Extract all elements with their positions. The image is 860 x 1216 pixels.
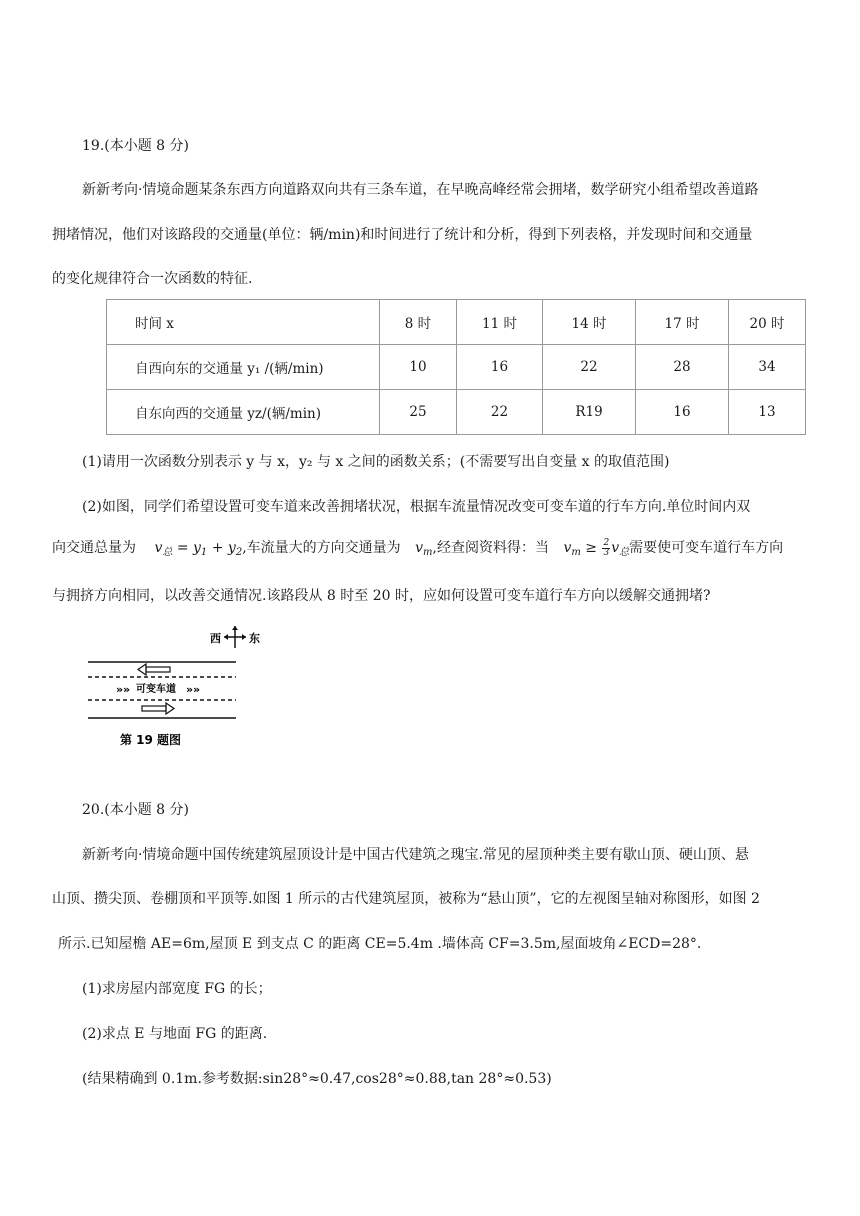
q20-heading: 20.(本小题 8 分) — [82, 802, 189, 818]
q20-line3: 所示.已知屋檐 AE=6m,屋顶 E 到支点 C 的距离 CE=5.4m .墙体高 CF=3.5m,屋面坡角∠ECD=28°. — [58, 936, 702, 952]
svg-text:»: » — [186, 683, 194, 696]
text-segment: 向交通总量为 — [52, 540, 136, 556]
table-cell: 16 — [636, 390, 729, 435]
table-header-cell: 17 时 — [636, 300, 729, 345]
text-segment: ,经查阅资料得：当 — [432, 540, 549, 556]
q20-part1: (1)求房屋内部宽度 FG 的长； — [82, 981, 272, 997]
table-row — [107, 390, 806, 435]
arrow-right-icon — [242, 634, 246, 640]
table-cell: 22 — [543, 345, 636, 390]
eastbound-arrow-icon — [142, 703, 174, 714]
table-header-row — [107, 300, 806, 345]
formula-v-total: $v_总 = y_1 + y_2$ — [154, 540, 243, 558]
table-cell: 25 — [380, 390, 457, 435]
compass-east-label: 东 — [249, 632, 260, 645]
q19-intro-line3: 的变化规律符合一次函数的特征. — [52, 271, 253, 287]
compass-west-label: 西 — [210, 632, 221, 645]
q19-part2-line1: (2)如图，同学们希望设置可变车道来改善拥堵状况，根据车流量情况改变可变车道的行车方向.单位时间内双 — [82, 499, 751, 515]
formula-inequality: $v_m$ ≥ $\frac{2}{3}$ $v_总$ — [563, 537, 630, 558]
table-cell: 28 — [636, 345, 729, 390]
table-header-cell: 时间 x — [107, 300, 380, 345]
table-cell: 34 — [729, 345, 806, 390]
svg-text:»: » — [116, 683, 124, 696]
svg-text:»: » — [193, 683, 201, 696]
row-label-east-to-west: 自东向西的交通量 yz/(辆/min) — [107, 390, 380, 435]
table-header-cell: 11 时 — [457, 300, 543, 345]
westbound-arrow-icon — [138, 664, 170, 675]
q20-reference-note: (结果精确到 0.1m.参考数据:sin28°≈0.47,cos28°≈0.88,tan 28°≈0.53) — [82, 1071, 552, 1087]
q19-part2-line3: 与拥挤方向相同，以改善交通情况.该路段从 8 时至 20 时，应如何设置可变车道行车方向以缓解交通拥堵? — [52, 588, 711, 604]
q19-part1: (1)请用一次函数分别表示 y 与 x，y₂ 与 x 之间的函数关系；(不需要写出自变量 x 的取值范围) — [82, 454, 670, 470]
q19-heading: 19.(本小题 8 分) — [82, 138, 189, 154]
traffic-table — [106, 299, 806, 435]
table-header-cell: 14 时 — [543, 300, 636, 345]
road-lane-figure — [86, 620, 266, 750]
table-cell: 10 — [380, 345, 457, 390]
table-cell: 13 — [729, 390, 806, 435]
figure-caption: 第 19 题图 — [120, 733, 182, 747]
table-header-cell: 20 时 — [729, 300, 806, 345]
table-cell: 16 — [457, 345, 543, 390]
arrow-up-icon — [232, 626, 238, 630]
svg-text:»: » — [123, 683, 131, 696]
q20-line1: 新新考向·情境命题中国传统建筑屋顶设计是中国古代建筑之瑰宝.常见的屋顶种类主要有歇山顶、硬山顶、悬 — [82, 847, 749, 863]
row-label-west-to-east: 自西向东的交通量 y₁ /(辆/min) — [107, 345, 380, 390]
q20-line2: 山顶、攒尖顶、卷棚顶和平顶等.如图 1 所示的古代建筑屋顶，被称为“悬山顶”，它的左视图呈轴对称图形，如图 2 — [52, 891, 760, 907]
table-cell: 22 — [457, 390, 543, 435]
formula-v-m: $v_m$ — [415, 540, 433, 558]
table-cell: R19 — [543, 390, 636, 435]
q19-part2-line2 — [52, 538, 783, 563]
variable-lane-label: 可变车道 — [136, 684, 176, 695]
text-segment: ,车流量大的方向交通量为 — [242, 540, 401, 556]
q19-intro-line2: 拥堵情况，他们对该路段的交通量(单位：辆/min)和时间进行了统计和分析，得到下列表格，并发现时间和交通量 — [52, 227, 753, 243]
table-header-cell: 8 时 — [380, 300, 457, 345]
q20-part2: (2)求点 E 与地面 FG 的距离. — [82, 1026, 268, 1042]
q19-intro-line1: 新新考向·情境命题某条东西方向道路双向共有三条车道，在早晚高峰经常会拥堵，数学研究小组希望改善道路 — [82, 182, 759, 198]
table-row — [107, 345, 806, 390]
text-segment: 需要使可变车道行车方向 — [629, 540, 784, 556]
arrow-left-icon — [224, 634, 228, 640]
